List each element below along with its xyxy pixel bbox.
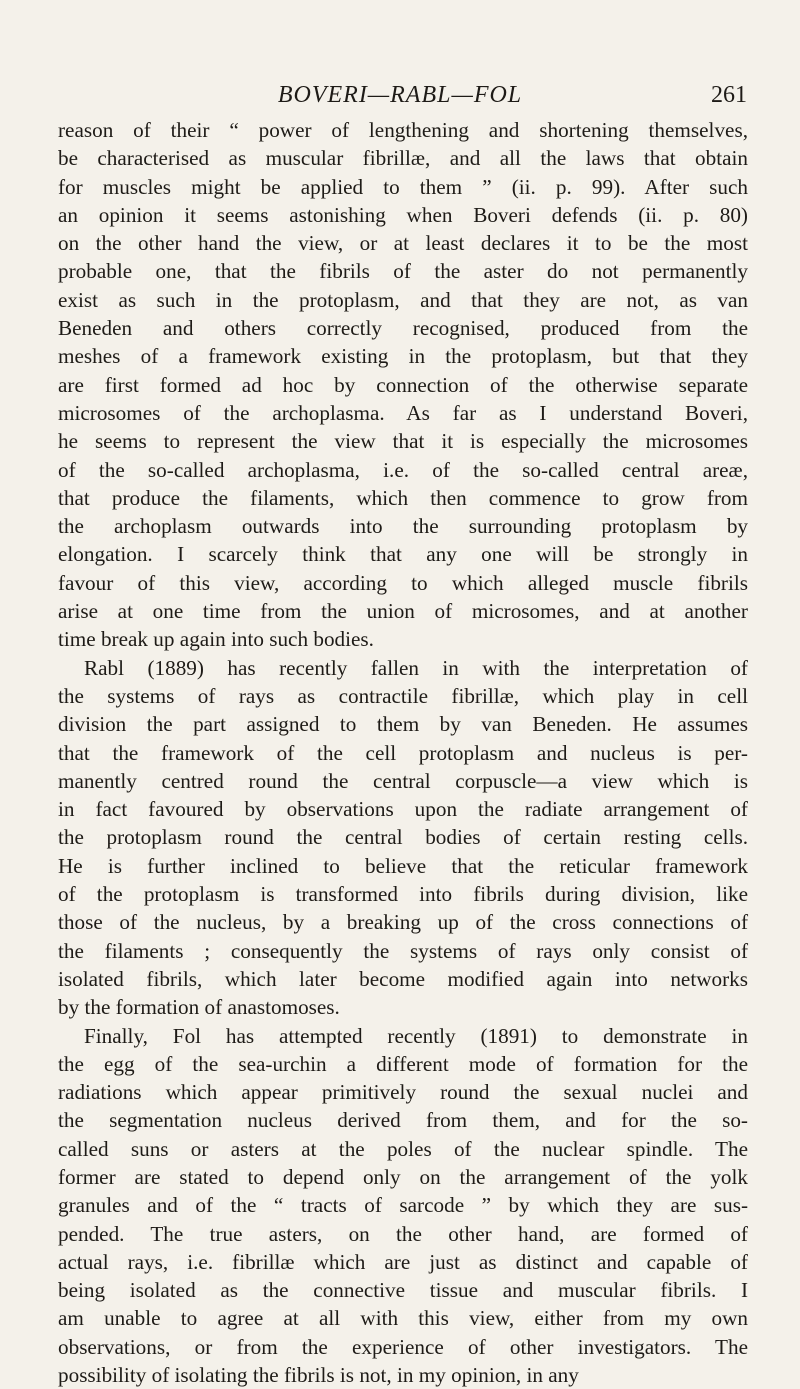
text-line: probable one, that the fibrils of the aster do not permanently	[58, 257, 748, 285]
body-text	[58, 116, 748, 1389]
text-line: exist as such in the protoplasm, and that they are not, as van	[58, 286, 748, 314]
text-line: that produce the filaments, which then commence to grow from	[58, 484, 748, 512]
text-line: the protoplasm round the central bodies of certain resting cells.	[58, 823, 748, 851]
page-number: 261	[711, 82, 747, 109]
text-line: the filaments ; consequently the systems of rays only consist of	[58, 937, 748, 965]
text-line: in fact favoured by observations upon the radiate arrangement of	[58, 795, 748, 823]
text-line: on the other hand the view, or at least declares it to be the most	[58, 229, 748, 257]
paragraph	[58, 654, 748, 1022]
text-line: elongation. I scarcely think that any one will be strongly in	[58, 540, 748, 568]
text-line: that the framework of the cell protoplasm and nucleus is per-	[58, 739, 748, 767]
text-line: manently centred round the central corpuscle—a view which is	[58, 767, 748, 795]
text-line: arise at one time from the union of microsomes, and at another	[58, 597, 748, 625]
text-line: for muscles might be applied to them ” (ii. p. 99). After such	[58, 173, 748, 201]
text-line: time break up again into such bodies.	[58, 625, 748, 653]
paragraph	[58, 116, 748, 654]
text-line: am unable to agree at all with this view, either from my own	[58, 1304, 748, 1332]
text-line: pended. The true asters, on the other hand, are formed of	[58, 1220, 748, 1248]
text-line: of the protoplasm is transformed into fibrils during division, like	[58, 880, 748, 908]
running-head	[0, 82, 800, 118]
text-line: division the part assigned to them by van Beneden. He assumes	[58, 710, 748, 738]
text-line: be characterised as muscular fibrillæ, and all the laws that obtain	[58, 144, 748, 172]
text-line: He is further inclined to believe that the reticular framework	[58, 852, 748, 880]
text-line: Beneden and others correctly recognised, produced from the	[58, 314, 748, 342]
text-line: of the so-called archoplasma, i.e. of the so-called central areæ,	[58, 456, 748, 484]
text-line: called suns or asters at the poles of the nuclear spindle. The	[58, 1135, 748, 1163]
text-line: microsomes of the archoplasma. As far as I understand Boveri,	[58, 399, 748, 427]
text-line: reason of their “ power of lengthening and shortening themselves,	[58, 116, 748, 144]
text-line: Rabl (1889) has recently fallen in with the interpretation of	[58, 654, 748, 682]
text-line: granules and of the “ tracts of sarcode ” by which they are sus-	[58, 1191, 748, 1219]
text-line: by the formation of anastomoses.	[58, 993, 748, 1021]
text-line: former are stated to depend only on the arrangement of the yolk	[58, 1163, 748, 1191]
text-line: Finally, Fol has attempted recently (1891) to demonstrate in	[58, 1022, 748, 1050]
text-line: the archoplasm outwards into the surrounding protoplasm by	[58, 512, 748, 540]
running-title: BOVERI—RABL—FOL	[0, 82, 800, 109]
paragraph	[58, 1022, 748, 1389]
text-line: those of the nucleus, by a breaking up of the cross connections of	[58, 908, 748, 936]
text-line: radiations which appear primitively round the sexual nuclei and	[58, 1078, 748, 1106]
text-line: actual rays, i.e. fibrillæ which are just as distinct and capable of	[58, 1248, 748, 1276]
text-line: favour of this view, according to which alleged muscle fibrils	[58, 569, 748, 597]
text-line: an opinion it seems astonishing when Boveri defends (ii. p. 80)	[58, 201, 748, 229]
text-line: being isolated as the connective tissue and muscular fibrils. I	[58, 1276, 748, 1304]
text-line: are first formed ad hoc by connection of the otherwise separate	[58, 371, 748, 399]
text-line: the egg of the sea-urchin a different mode of formation for the	[58, 1050, 748, 1078]
text-line: observations, or from the experience of other investigators. The	[58, 1333, 748, 1361]
text-line: possibility of isolating the fibrils is not, in my opinion, in any	[58, 1361, 748, 1389]
text-line: the systems of rays as contractile fibrillæ, which play in cell	[58, 682, 748, 710]
text-line: isolated fibrils, which later become modified again into networks	[58, 965, 748, 993]
text-line: meshes of a framework existing in the protoplasm, but that they	[58, 342, 748, 370]
text-line: the segmentation nucleus derived from them, and for the so-	[58, 1106, 748, 1134]
text-line: he seems to represent the view that it is especially the microsomes	[58, 427, 748, 455]
